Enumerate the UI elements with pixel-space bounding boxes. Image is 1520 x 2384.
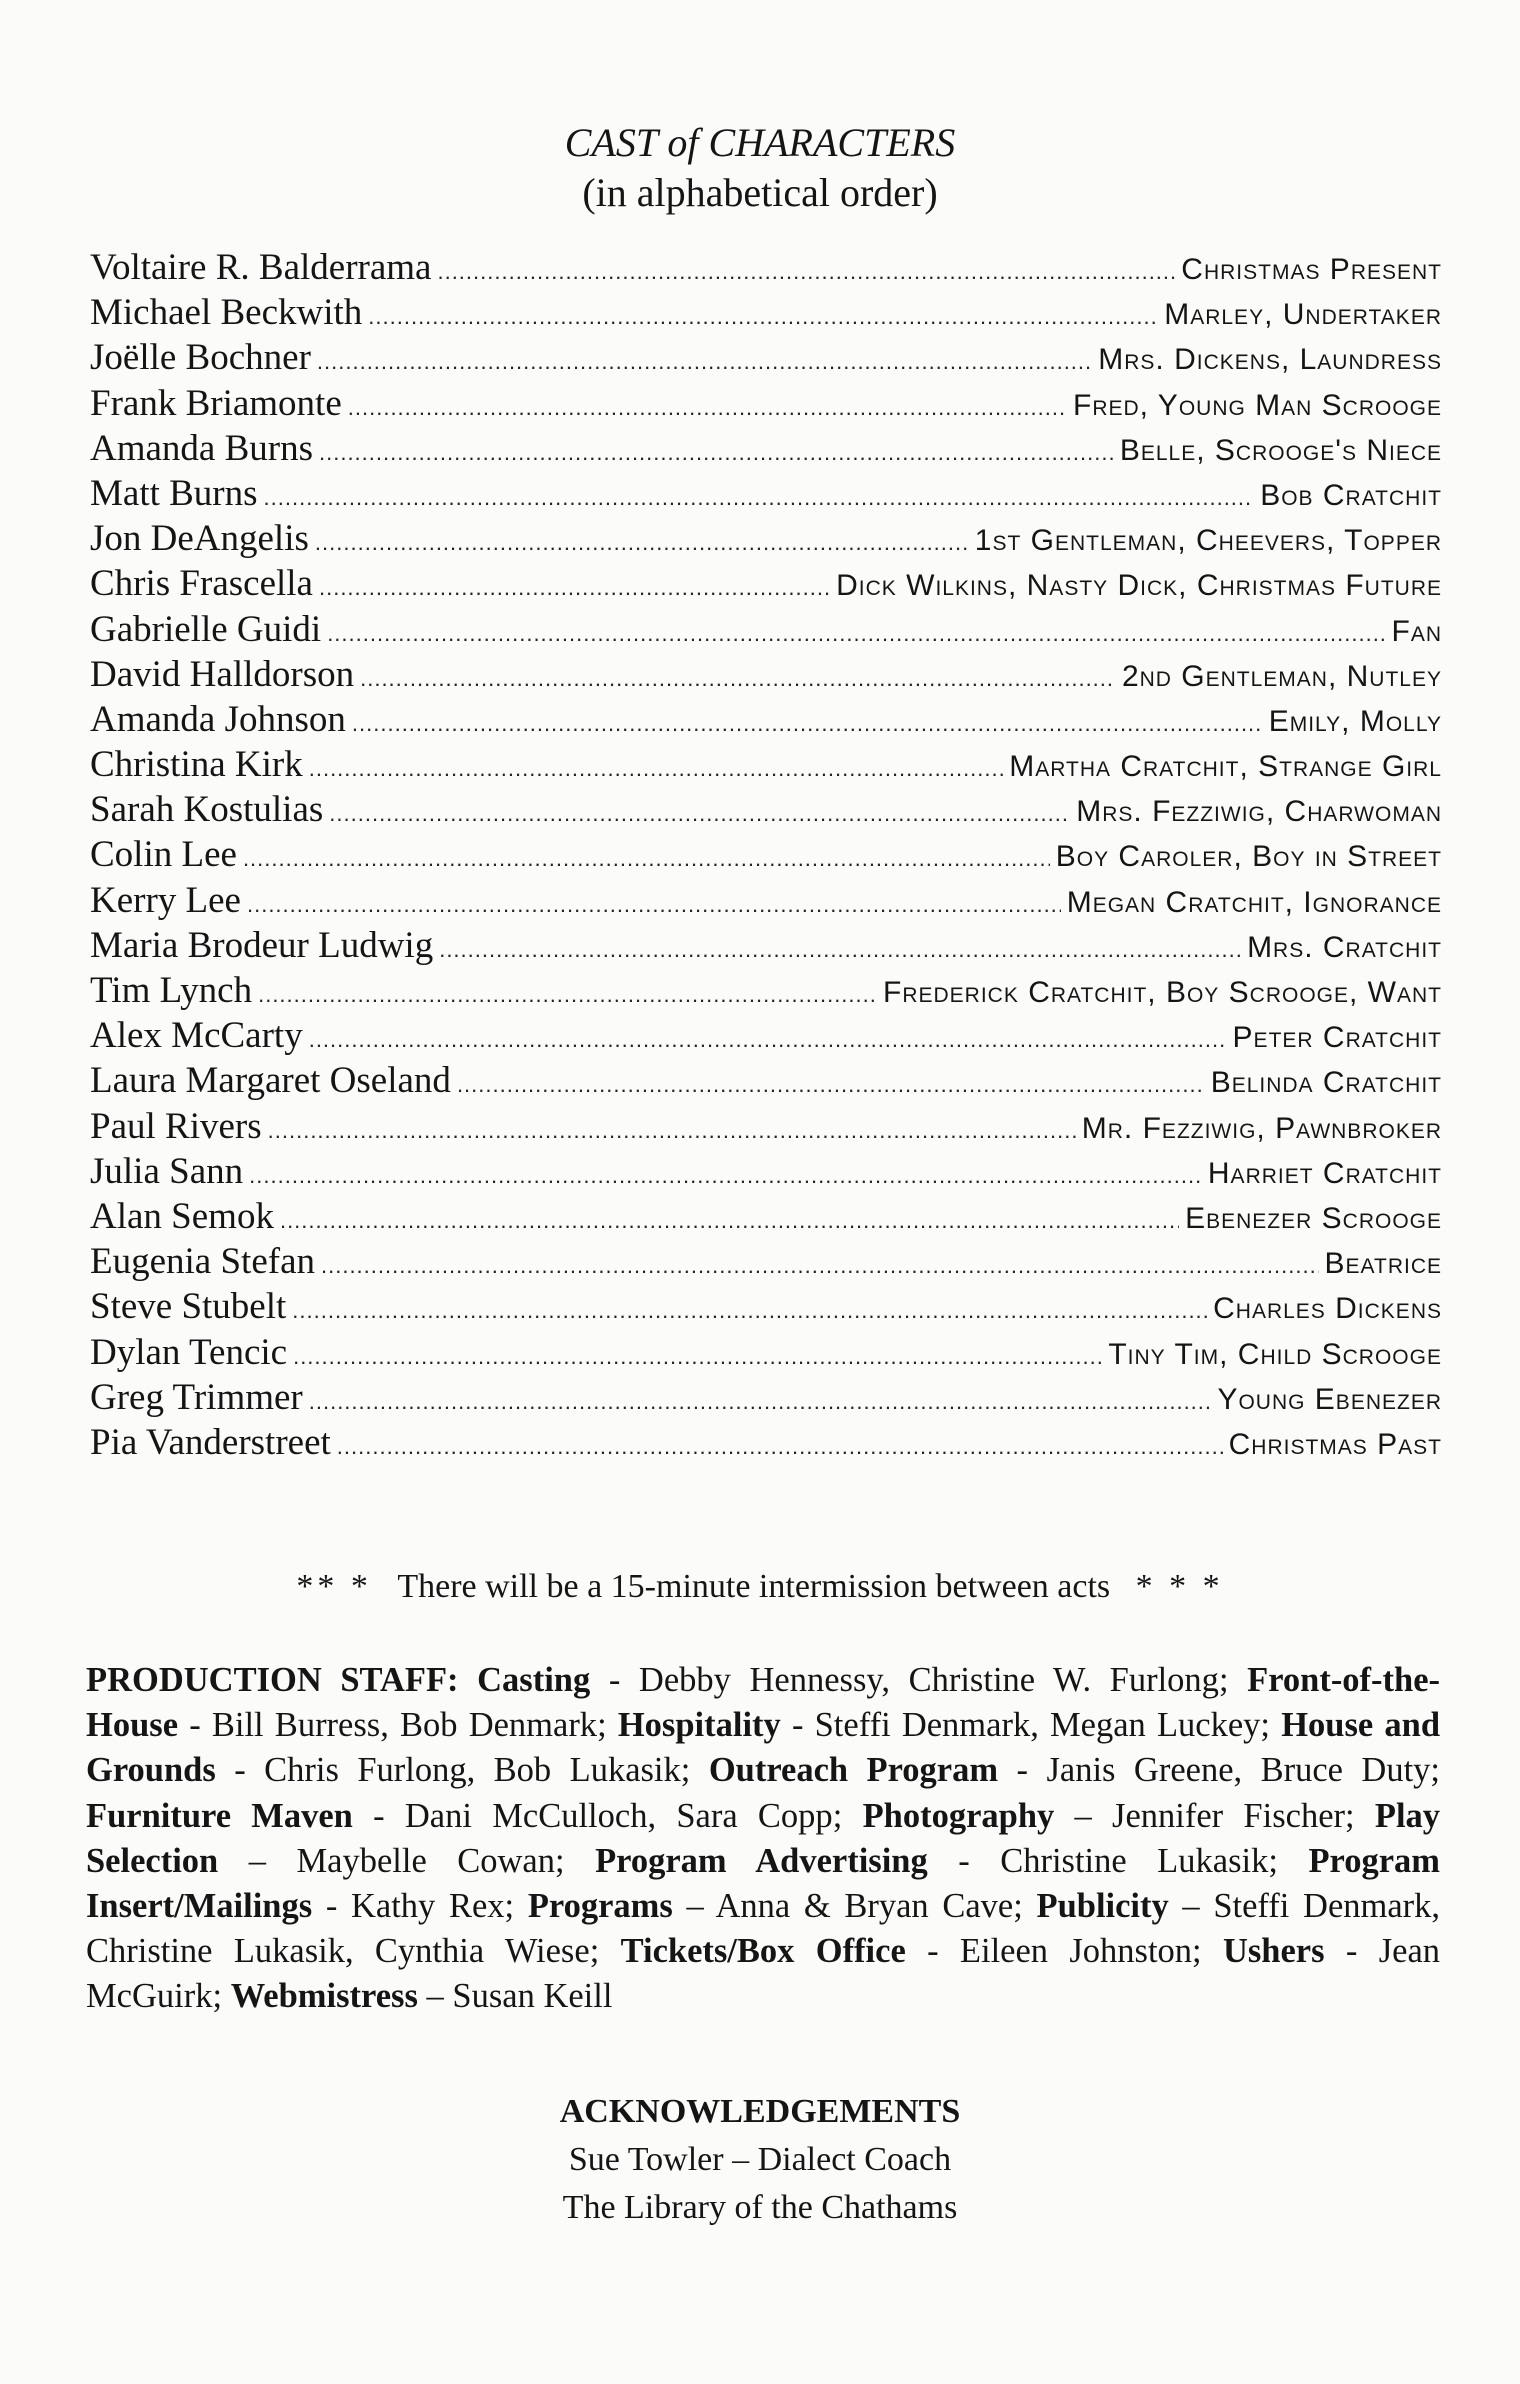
intermission-text: There will be a 15-minute intermission between acts	[397, 1568, 1111, 1605]
actor-name: Dylan Tencic	[90, 1331, 288, 1373]
dot-leader	[319, 575, 830, 601]
cast-subtitle: (in alphabetical order)	[582, 170, 938, 215]
actor-name: Jon DeAngelis	[90, 518, 309, 560]
actor-name: Amanda Johnson	[90, 698, 346, 740]
dot-leader	[360, 666, 1116, 692]
dot-leader	[243, 846, 1050, 872]
actor-name: Kerry Lee	[90, 879, 241, 921]
cast-header	[0, 118, 1520, 218]
cast-row	[90, 608, 1442, 653]
character-role: Young Ebenezer	[1217, 1382, 1442, 1416]
dot-leader	[319, 440, 1114, 466]
staff-names: Susan Keill	[452, 1977, 613, 2016]
character-role: Peter Cratchit	[1232, 1021, 1442, 1055]
staff-names: Jennifer Fischer	[1112, 1796, 1345, 1835]
character-role: Marley, Undertaker	[1164, 298, 1442, 332]
actor-name: Alex McCarty	[90, 1015, 303, 1057]
actor-name: Steve Stubelt	[90, 1286, 287, 1328]
cast-row	[90, 1331, 1442, 1376]
character-role: Mrs. Fezziwig, Charwoman	[1076, 795, 1442, 829]
cast-row	[90, 833, 1442, 878]
dot-leader	[329, 801, 1070, 827]
staff-names: Anna & Bryan Cave	[715, 1887, 1014, 1926]
intermission-stars-right: * * *	[1135, 1568, 1224, 1605]
cast-row	[90, 1240, 1442, 1285]
cast-row	[90, 1059, 1442, 1104]
character-role: Mrs. Cratchit	[1247, 930, 1442, 964]
staff-separator: -	[312, 1887, 351, 1926]
character-role: Martha Cratchit, Strange Girl	[1009, 750, 1442, 784]
dot-leader	[437, 259, 1175, 285]
cast-row	[90, 517, 1442, 562]
acknowledgement-line: Sue Towler – Dialect Coach	[568, 2141, 952, 2178]
dot-leader	[249, 1163, 1202, 1189]
character-role: Megan Cratchit, Ignorance	[1066, 885, 1442, 919]
staff-separator: -	[927, 1841, 1001, 1880]
dot-leader	[315, 530, 969, 556]
cast-title: CAST of CHARACTERS	[564, 120, 956, 165]
cast-row	[90, 427, 1442, 472]
staff-names: Janis Greene, Bruce Duty	[1046, 1751, 1431, 1790]
character-role: Boy Caroler, Boy in Street	[1055, 840, 1442, 874]
actor-name: Eugenia Stefan	[90, 1241, 315, 1283]
actor-name: Tim Lynch	[90, 970, 253, 1011]
staff-separator: -	[905, 1932, 960, 1971]
character-role: Mr. Fezziwig, Pawnbroker	[1081, 1111, 1442, 1145]
actor-name: Sarah Kostulias	[90, 789, 324, 831]
character-role: Tiny Tim, Child Scrooge	[1108, 1337, 1442, 1371]
staff-role-label: Tickets/Box Office	[620, 1932, 906, 1971]
cast-row	[90, 472, 1442, 517]
staff-names: Debby Hennessy, Christine W. Furlong	[638, 1661, 1219, 1699]
staff-role-label: Ushers	[1222, 1932, 1325, 1971]
dot-leader	[352, 711, 1263, 737]
character-role: 1st Gentleman, Cheevers, Topper	[974, 524, 1442, 558]
staff-separator: -	[780, 1706, 815, 1745]
staff-separator: –	[1168, 1887, 1214, 1926]
cast-row	[90, 879, 1442, 924]
dot-leader	[268, 1118, 1076, 1144]
cast-row	[90, 924, 1442, 969]
staff-separator: -	[998, 1751, 1047, 1790]
character-role: 2nd Gentleman, Nutley	[1121, 659, 1442, 693]
staff-role-label: House and Grounds	[86, 1706, 1441, 1790]
character-role: Belle, Scrooge's Niece	[1119, 433, 1442, 467]
character-role: Dick Wilkins, Nasty Dick, Christmas Future	[836, 569, 1442, 603]
character-role: Frederick Cratchit, Boy Scrooge, Want	[883, 976, 1442, 1009]
staff-role-label: Outreach Program	[708, 1751, 999, 1790]
character-role: Charles Dickens	[1213, 1292, 1442, 1326]
staff-separator: -	[1324, 1932, 1379, 1971]
cast-list	[90, 246, 1442, 1466]
cast-row	[90, 1150, 1442, 1195]
staff-names: Kathy Rex	[350, 1887, 505, 1926]
character-role: Beatrice	[1324, 1247, 1442, 1281]
character-role: Fan	[1391, 614, 1442, 648]
dot-leader	[348, 395, 1067, 421]
cast-row	[90, 1195, 1442, 1240]
staff-names: Jean McGuirk	[86, 1932, 1441, 2016]
actor-name: Gabrielle Guidi	[90, 608, 322, 650]
staff-role-label: Play Selection	[86, 1796, 1441, 1880]
actor-name: Frank Briamonte	[90, 382, 342, 424]
staff-role-label: Furniture Maven	[86, 1796, 353, 1835]
cast-row	[90, 969, 1442, 1014]
staff-names: Christine Lukasik	[1000, 1841, 1269, 1880]
cast-row	[90, 743, 1442, 788]
staff-role-label: Publicity	[1036, 1887, 1169, 1926]
cast-row	[90, 562, 1442, 607]
cast-row	[90, 1105, 1442, 1150]
character-role: Harriet Cratchit	[1207, 1156, 1442, 1190]
staff-separator: –	[218, 1841, 297, 1880]
actor-name: Colin Lee	[90, 834, 237, 876]
actor-name: Matt Burns	[90, 472, 258, 514]
cast-row	[90, 246, 1442, 291]
actor-name: Julia Sann	[90, 1150, 244, 1192]
acknowledgements	[0, 2088, 1520, 2232]
actor-name: David Halldorson	[90, 653, 355, 695]
character-role: Christmas Past	[1228, 1427, 1442, 1461]
actor-name: Laura Margaret Oseland	[90, 1060, 451, 1102]
dot-leader	[439, 937, 1241, 963]
character-role: Bob Cratchit	[1260, 478, 1442, 512]
dot-leader	[321, 1253, 1319, 1279]
staff-role-label: Program Insert/Mailings	[86, 1841, 1441, 1926]
cast-row	[90, 1376, 1442, 1421]
actor-name: Amanda Burns	[90, 427, 313, 469]
staff-names: Dani McCulloch, Sara Copp	[404, 1796, 833, 1835]
dot-leader	[457, 1072, 1205, 1098]
cast-row	[90, 1014, 1442, 1059]
dot-leader	[264, 485, 1255, 511]
dot-leader	[368, 304, 1158, 330]
actor-name: Greg Trimmer	[90, 1376, 303, 1418]
intermission-note	[0, 1568, 1520, 1606]
actor-name: Pia Vanderstreet	[90, 1421, 331, 1463]
production-staff: PRODUCTION STAFF: Casting - Debby Hennessy, Christine W. Furlong; Front-of-the-House - Bill Burress, Bob Denmark; Hospitality - Steffi Denmark, Megan Luckey; House and Grounds - Chris Furlong, Bob Lukasik; Outreach Program - Janis Greene, Bruce Duty; Furniture Maven - Dani McCulloch, Sara Copp; Photography – Jennifer Fischer; Play Selection – Maybelle Cowan; Program Advertising - Christine Lukasik; Program Insert/Mailings - Kathy Rex; Programs – Anna & Bryan Cave; Publicity – Steffi Denmark, Christine Lukasik, Cynthia Wiese; Tickets/Box Office - Eileen Johnston; Ushers - Jean McGuirk; Webmistress – Susan Keill	[86, 1661, 1441, 2016]
dot-leader	[258, 982, 877, 1008]
actor-name: Voltaire R. Balderrama	[90, 247, 432, 288]
cast-row	[90, 291, 1442, 336]
acknowledgements-title: ACKNOWLEDGEMENTS	[559, 2093, 961, 2130]
staff-role-label: Front-of-the-House	[86, 1661, 1441, 1745]
cast-row	[90, 336, 1442, 381]
dot-leader	[317, 349, 1092, 375]
staff-names: Steffi Denmark, Megan Luckey	[814, 1706, 1261, 1745]
cast-row	[90, 1285, 1442, 1330]
staff-role-label: Program Advertising	[595, 1841, 928, 1880]
actor-name: Michael Beckwith	[90, 292, 363, 334]
staff-role-label: Hospitality	[617, 1706, 781, 1745]
staff-role-label: Photography	[862, 1796, 1055, 1835]
intermission-stars-left: ** *	[296, 1568, 372, 1605]
dot-leader	[327, 621, 1385, 647]
staff-separator: –	[1054, 1796, 1113, 1835]
dot-leader	[337, 1434, 1223, 1460]
staff-separator: –	[417, 1977, 453, 2016]
staff-separator: –	[672, 1887, 716, 1926]
actor-name: Chris Frascella	[90, 563, 313, 605]
staff-names: Maybelle Cowan	[296, 1841, 555, 1880]
cast-row	[90, 698, 1442, 743]
actor-name: Joëlle Bochner	[90, 337, 311, 379]
character-role: Ebenezer Scrooge	[1185, 1201, 1442, 1235]
dot-leader	[292, 1298, 1207, 1324]
dot-leader	[280, 1208, 1179, 1234]
staff-separator: -	[178, 1706, 212, 1745]
staff-names: Steffi Denmark, Christine Lukasik, Cynthia Wiese	[86, 1887, 1441, 1971]
staff-heading: PRODUCTION STAFF:	[86, 1661, 459, 1699]
character-role: Christmas Present	[1181, 253, 1442, 286]
cast-row	[90, 788, 1442, 833]
character-role: Mrs. Dickens, Laundress	[1098, 343, 1442, 377]
staff-separator: -	[215, 1751, 265, 1790]
staff-role-label: Casting	[477, 1661, 591, 1699]
actor-name: Paul Rivers	[90, 1105, 262, 1147]
dot-leader	[293, 1344, 1102, 1370]
actor-name: Christina Kirk	[90, 744, 303, 786]
character-role: Fred, Young Man Scrooge	[1073, 388, 1442, 422]
staff-names: Chris Furlong, Bob Lukasik	[264, 1751, 681, 1790]
staff-role-label: Webmistress	[230, 1977, 418, 2016]
staff-separator: -	[590, 1661, 639, 1699]
actor-name: Maria Brodeur Ludwig	[90, 924, 434, 966]
dot-leader	[309, 1027, 1227, 1053]
character-role: Emily, Molly	[1268, 704, 1442, 738]
staff-names: Bill Burress, Bob Denmark	[211, 1706, 598, 1745]
dot-leader	[309, 1389, 1212, 1415]
staff-names: Eileen Johnston	[959, 1932, 1193, 1971]
character-role: Belinda Cratchit	[1210, 1066, 1442, 1100]
staff-separator: -	[352, 1796, 405, 1835]
dot-leader	[309, 756, 1004, 782]
acknowledgement-line: The Library of the Chathams	[562, 2189, 958, 2226]
dot-leader	[247, 892, 1061, 918]
actor-name: Alan Semok	[90, 1195, 274, 1237]
cast-row	[90, 653, 1442, 698]
cast-row	[90, 1421, 1442, 1466]
cast-row	[90, 382, 1442, 427]
staff-role-label: Programs	[527, 1887, 673, 1926]
